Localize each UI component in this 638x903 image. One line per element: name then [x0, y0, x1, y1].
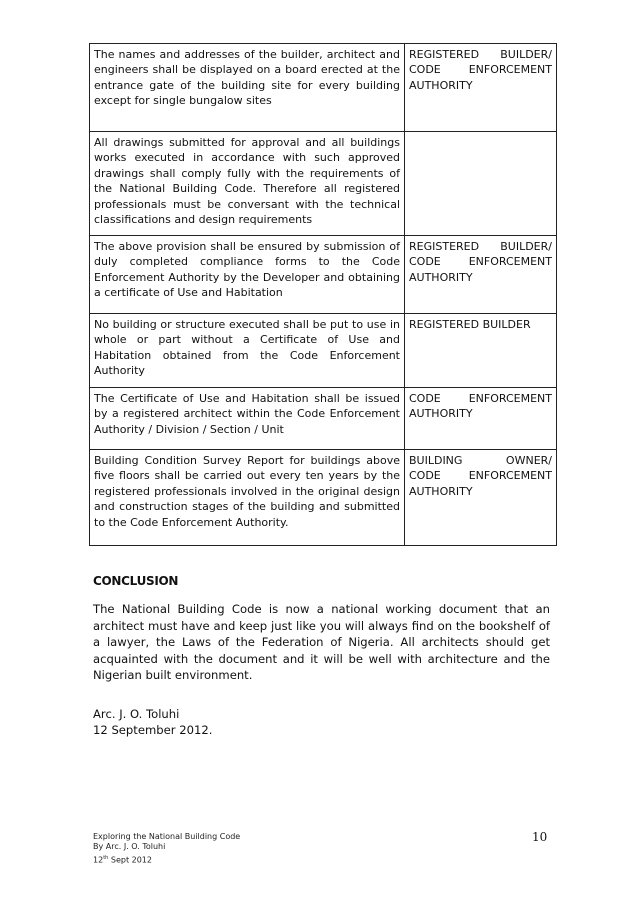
responsibility-line: AUTHORITY — [409, 78, 473, 92]
footer-title: Exploring the National Building Code — [93, 832, 241, 841]
requirement-cell: The names and addresses of the builder, architect and engineers shall be displayed on a board erected at the entrance gate of the building site for every building except for single bungalow sites — [90, 44, 405, 132]
responsibility-line: REGISTERED BUILDER/ — [409, 240, 552, 253]
responsibility-line: CODE ENFORCEMENT — [409, 392, 552, 405]
requirement-cell: No building or structure executed shall be put to use in whole or part without a Certificate of Use and Habitation obtained from the Code Enforcement Authority — [90, 314, 405, 388]
table-row — [90, 236, 557, 314]
table-row — [90, 132, 557, 236]
signature-date: 12 September 2012. — [93, 723, 213, 737]
responsibility-line: BUILDING OWNER/ — [409, 454, 552, 467]
responsibility-line: CODE ENFORCEMENT — [409, 255, 552, 269]
responsibility-line: REGISTERED BUILDER/ — [409, 48, 552, 61]
responsibility-cell — [405, 314, 557, 388]
table-row — [90, 44, 557, 132]
page-footer — [93, 832, 240, 866]
responsibility-cell — [405, 450, 557, 546]
requirements-table-body — [90, 44, 557, 546]
responsibility-line: AUTHORITY — [409, 484, 473, 498]
requirement-cell: The Certificate of Use and Habitation shall be issued by a registered architect within the Code Enforcement Authority / Division / Section / Unit — [90, 388, 405, 450]
signature-name: Arc. J. O. Toluhi — [93, 707, 180, 721]
footer-date-suffix: th — [103, 854, 109, 861]
table-row — [90, 388, 557, 450]
conclusion-paragraph: The National Building Code is now a national working document that an architect must have and keep just like you will always find on the bookshelf of a lawyer, the Laws of the Federation of Nigeria. All architects should get acquainted with the document and it will be well with architecture and the Nigerian built environment. — [93, 602, 550, 683]
responsibility-line: AUTHORITY — [409, 407, 473, 421]
responsibility-cell — [405, 44, 557, 132]
responsibility-line: CODE ENFORCEMENT — [409, 63, 552, 77]
footer-author: By Arc. J. O. Toluhi — [93, 842, 166, 852]
responsibility-line: AUTHORITY — [409, 270, 473, 284]
footer-date-day: 12 — [93, 855, 104, 865]
responsibility-line: REGISTERED BUILDER — [409, 318, 531, 331]
conclusion-heading: CONCLUSION — [93, 574, 179, 588]
footer-date — [93, 853, 240, 866]
responsibility-cell — [405, 132, 557, 236]
requirement-cell: Building Condition Survey Report for buildings above five floors shall be carried out every ten years by the registered professionals involved in the original design and construction stages of the building and submitted to the Code Enforcement Authority. — [90, 450, 405, 546]
responsibility-cell — [405, 236, 557, 314]
requirement-cell: The above provision shall be ensured by submission of duly completed compliance forms to the Code Enforcement Authority by the Developer and obtaining a certificate of Use and Habitation — [90, 236, 405, 314]
footer-date-rest: Sept 2012 — [108, 855, 152, 865]
page-number: 10 — [532, 830, 548, 844]
responsibility-cell — [405, 388, 557, 450]
table-row — [90, 450, 557, 546]
requirement-cell: All drawings submitted for approval and all buildings works executed in accordance with such approved drawings shall comply fully with the requirements of the National Building Code. Therefore all registered professionals must be conversant with the technical classifications and design requirements — [90, 132, 405, 236]
responsibility-line: CODE ENFORCEMENT — [409, 469, 552, 483]
requirements-table — [89, 43, 557, 546]
table-row — [90, 314, 557, 388]
